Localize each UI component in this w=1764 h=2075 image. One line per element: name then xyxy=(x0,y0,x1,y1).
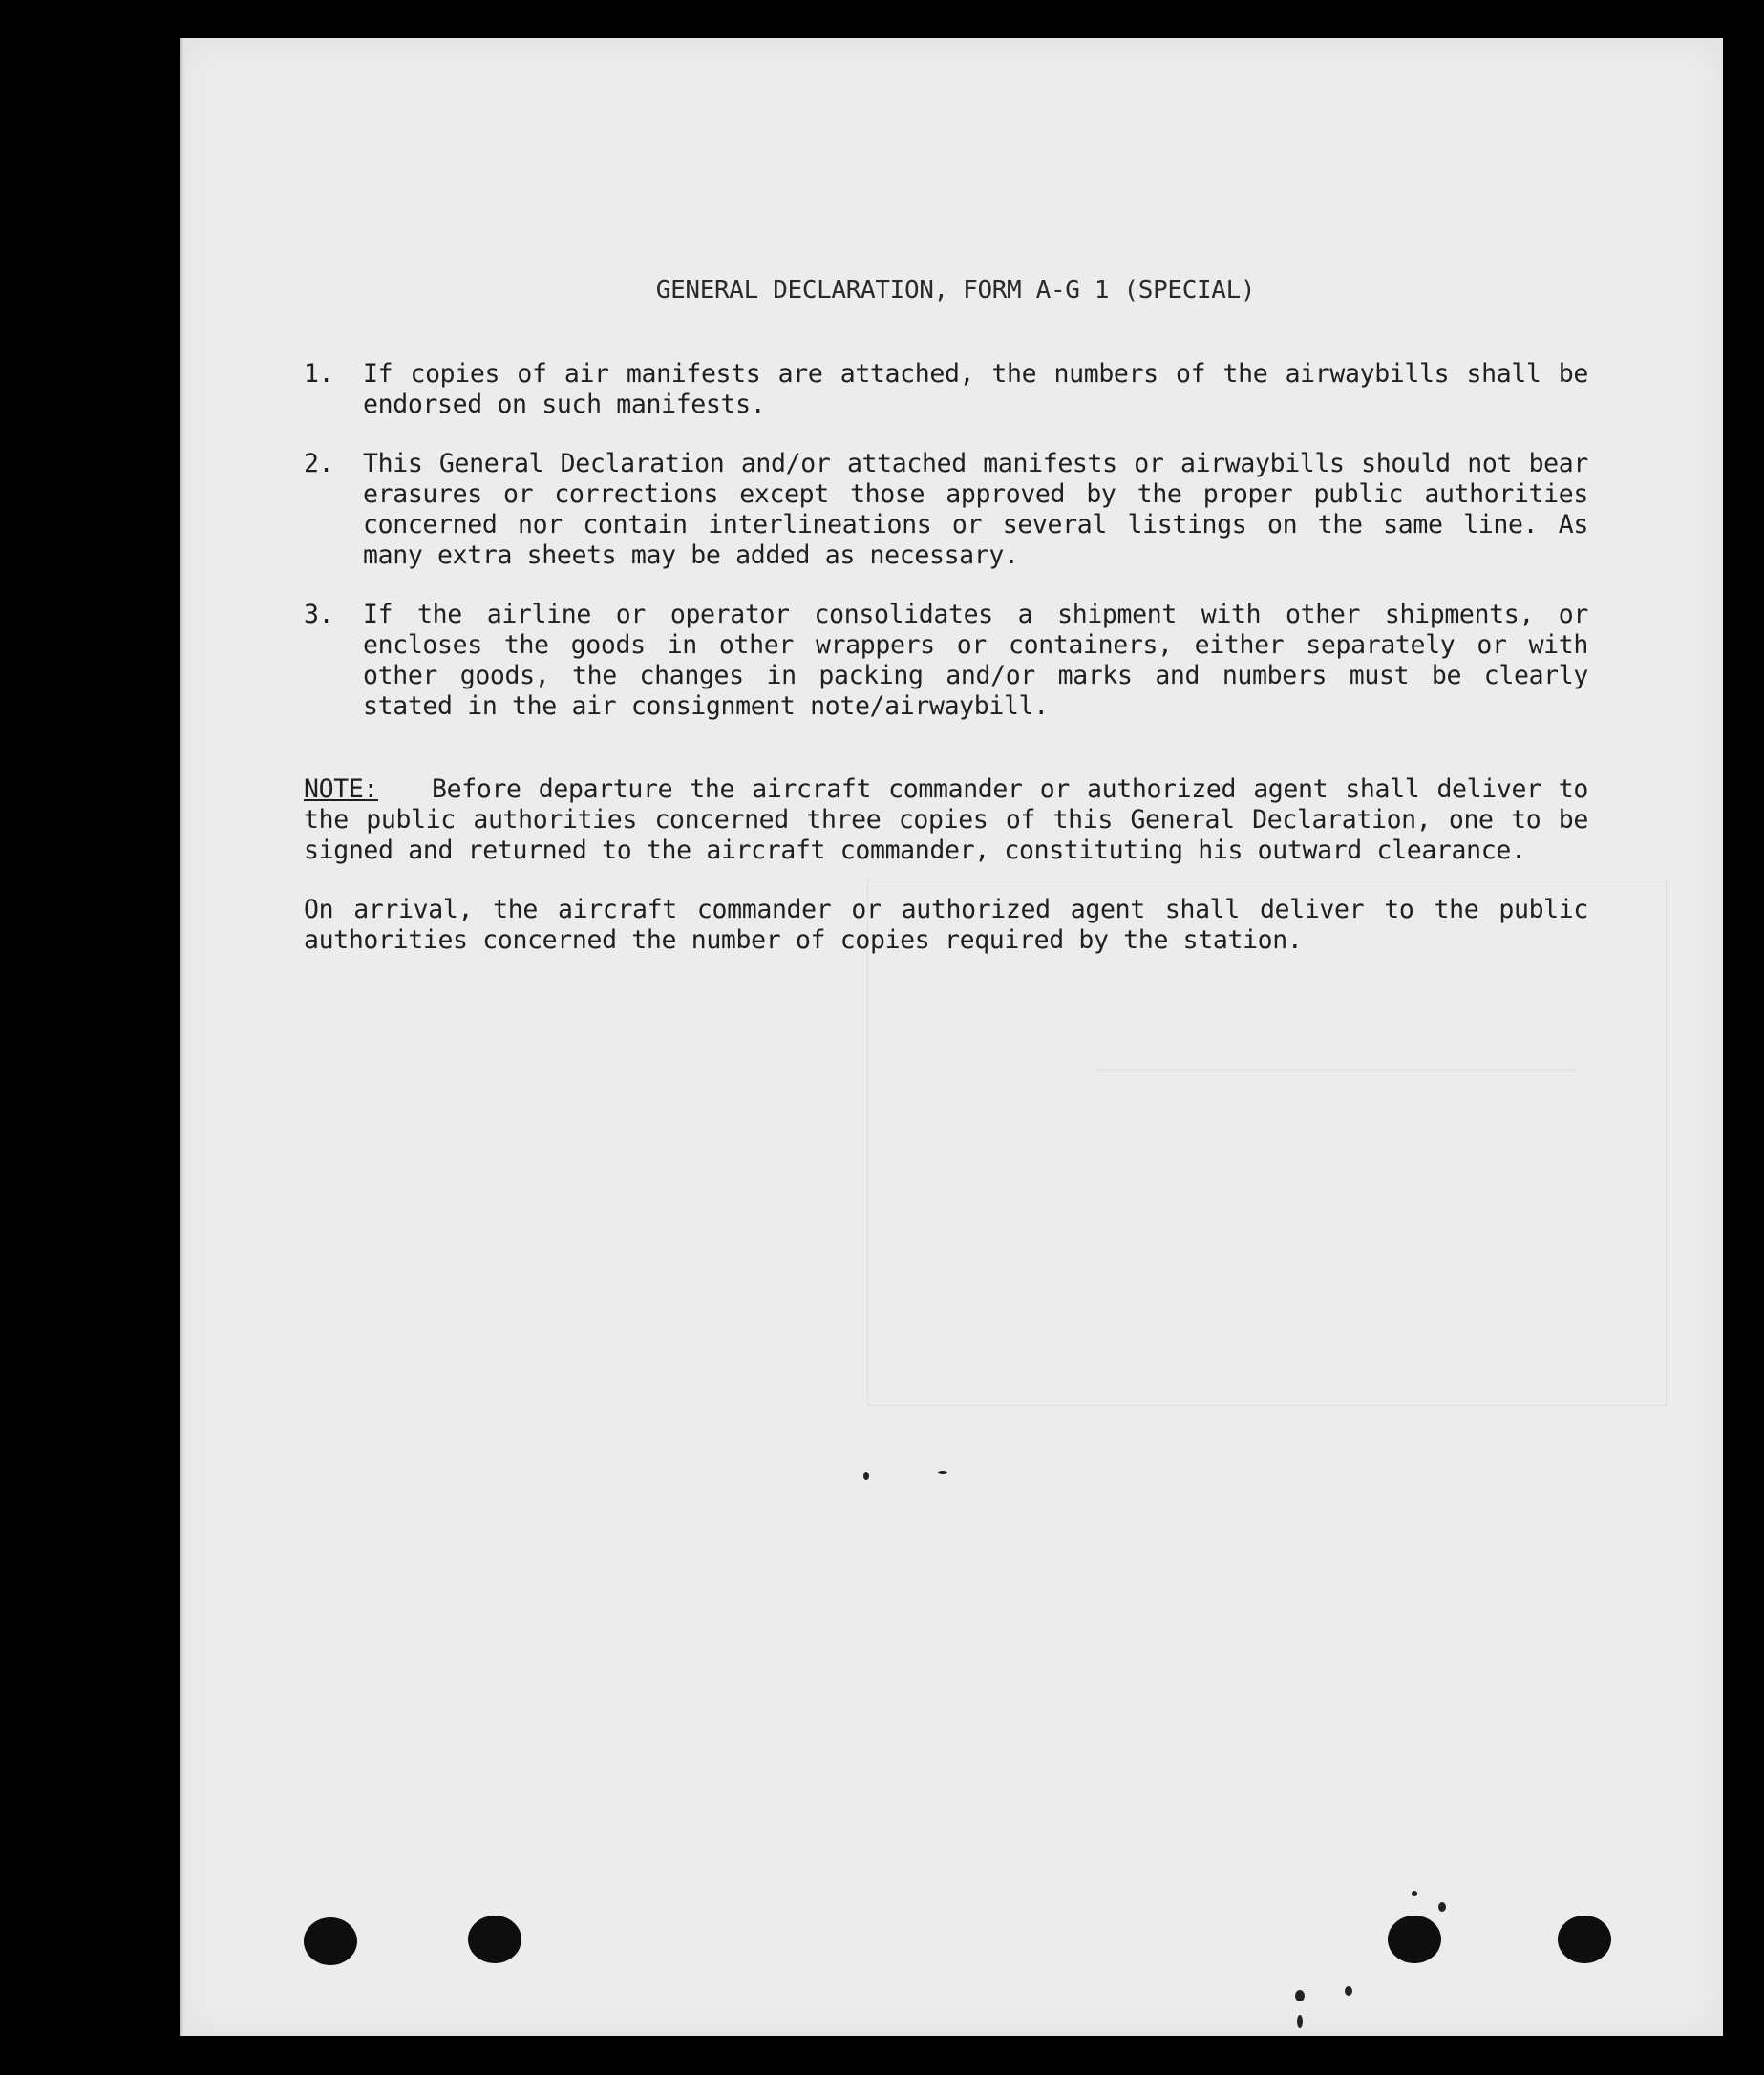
show-through-box xyxy=(1096,1069,1576,1072)
document-body xyxy=(304,275,1588,985)
scan-speck xyxy=(938,1471,947,1474)
arrival-paragraph: On arrival, the aircraft commander or authorized agent shall deliver to the public authorities concerned the number of copies required by the station. xyxy=(304,895,1588,955)
scan-speck xyxy=(1412,1891,1417,1896)
punch-hole xyxy=(304,1917,357,1965)
list-item xyxy=(304,359,1588,420)
scan-speck xyxy=(1438,1902,1446,1912)
list-item xyxy=(304,600,1588,722)
scan-edge xyxy=(180,38,185,2036)
list-item xyxy=(304,449,1588,571)
punch-hole xyxy=(468,1916,521,1963)
item-number: 3. xyxy=(304,600,334,629)
item-number: 1. xyxy=(304,359,334,389)
item-text: If copies of air manifests are attached, the numbers of the airwaybills shall be endorsed on such manifests. xyxy=(363,359,1588,419)
scan-speck xyxy=(1297,2015,1303,2028)
item-number: 2. xyxy=(304,449,334,478)
scan-speck xyxy=(863,1472,869,1480)
note-text: Before departure the aircraft commander or authorized agent shall deliver to the public authorities concerned three copies of this General Declaration, one to be signed and returned to the aircraft commander, constituting his outward clearance. xyxy=(304,774,1588,865)
punch-hole xyxy=(1558,1916,1611,1963)
scan-speck xyxy=(1295,1990,1305,2001)
document-title: GENERAL DECLARATION, FORM A-G 1 (SPECIAL) xyxy=(655,276,1256,305)
item-text: This General Declaration and/or attached manifests or airwaybills should not bear erasures or corrections except those approved by the proper public authorities concerned nor contain interlineations or several listings on the same line. As many extra sheets may be added as necessary. xyxy=(363,449,1588,570)
note-paragraph xyxy=(304,774,1588,866)
punch-hole xyxy=(1388,1916,1441,1963)
document-page xyxy=(180,38,1723,2036)
item-text: If the airline or operator consolidates a shipment with other shipments, or encloses the goods in other wrappers or containers, either separately or with other goods, the changes in packing and/or marks and numbers must be clearly stated in the air consignment note/airwaybill. xyxy=(363,600,1588,721)
scan-speck xyxy=(1345,1986,1352,1996)
note-label: NOTE: xyxy=(304,774,379,804)
